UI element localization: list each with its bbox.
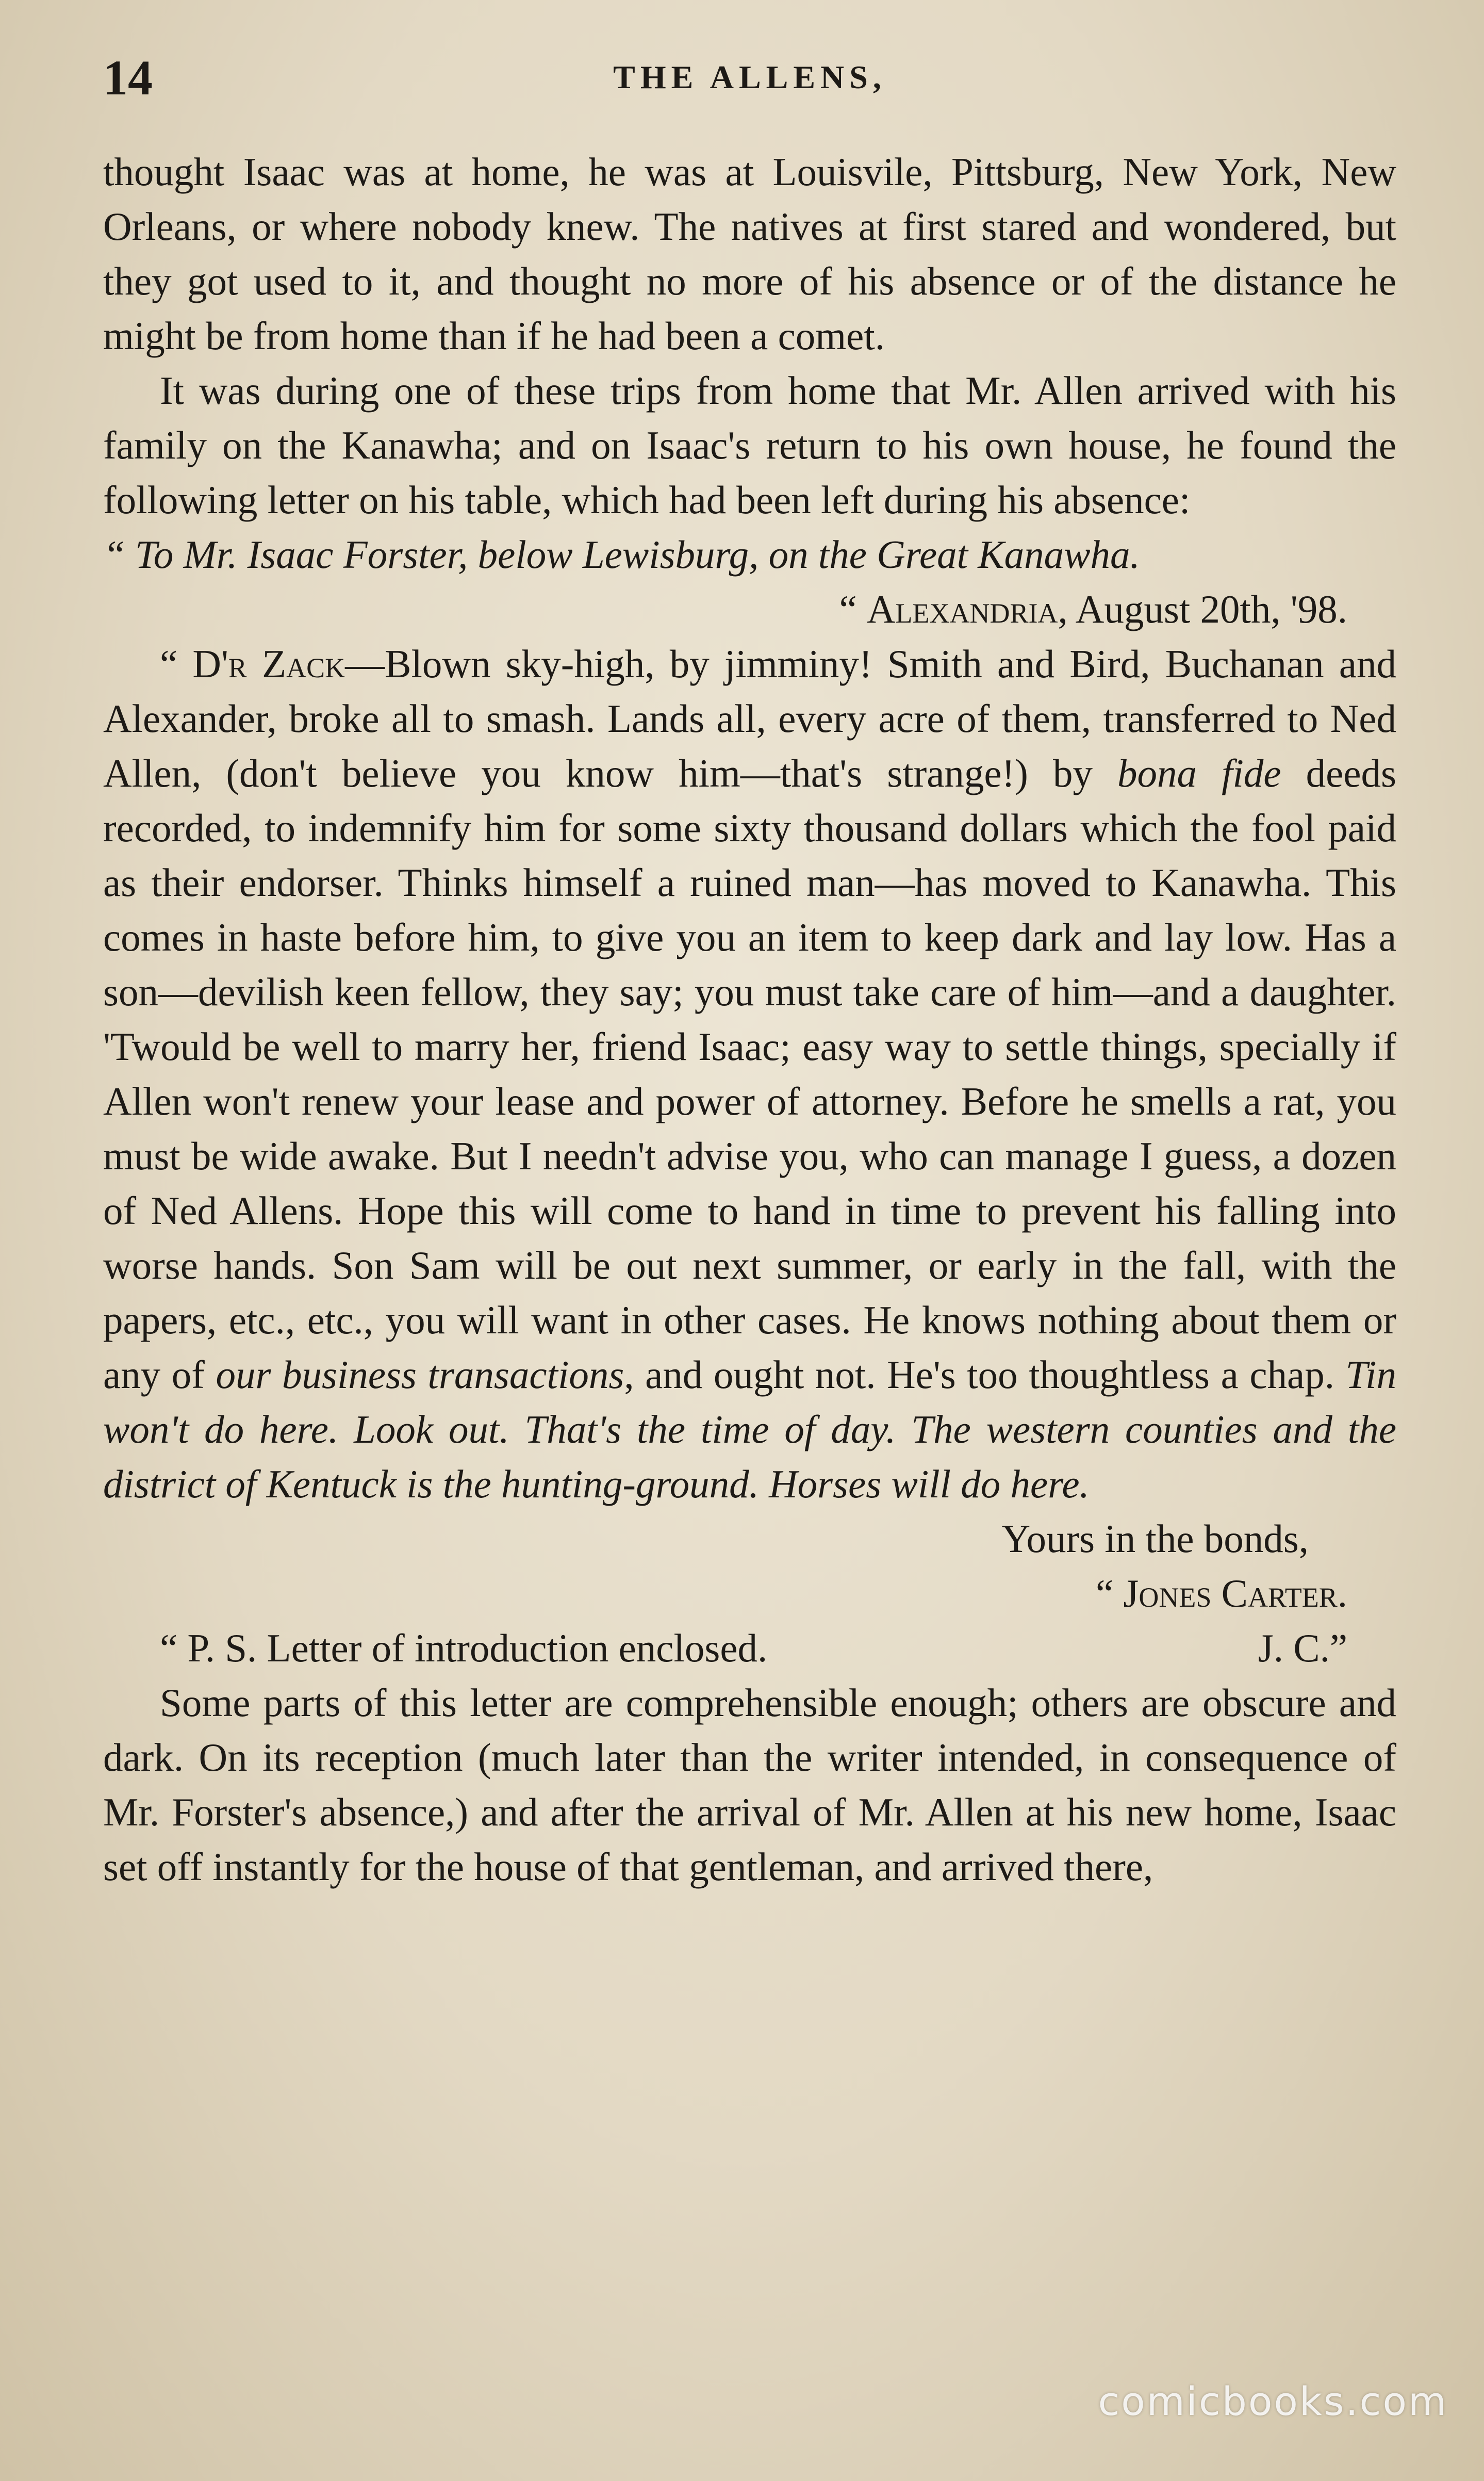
letter-italic-warning: Tin won't do here. Look out. That's the time of day. The western counties and the district of Kentuck is the hunting-ground. Horses will do here. (103, 1352, 1396, 1506)
signature-name: Jones Carter. (1123, 1571, 1347, 1615)
letter-bona-fide: bona fide (1117, 751, 1281, 795)
letter-closing: Yours in the bonds, (1001, 1516, 1309, 1561)
letter-salutation: D'r Zack (192, 642, 345, 686)
running-head: THE ALLENS, (613, 59, 886, 95)
watermark: comicbooks.com (1098, 2378, 1448, 2424)
address-quote: “ (103, 532, 136, 577)
paragraph-final: Some parts of this letter are comprehensible enough; others are obscure and dark. On its reception (much later than the writer intended, in consequence of Mr. Forster's absence,) and after the arrival of Mr. Allen at his new home, Isaac set off instantly for the house of that gentleman, and arrived there, (103, 1680, 1396, 1889)
letter-text-a: —Blown sky-high, by jimminy! Smith and Bird, Buchanan and Alexander, broke all to smash. Lands all, every acre of them, transferred to Ned Allen, (don't believe you know him—that's strange!) by (103, 642, 1396, 795)
postscript-initials: J. C.” (1258, 1626, 1347, 1670)
letter-text-b: deeds recorded, to indemnify him for some sixty thousand dollars which the fool paid as their endorser. Thinks himself a ruined man—has moved to Kanawha. This comes in haste before him, to give you an item to keep dark and lay low. Has a son—devilish keen fellow, they say; you must take care of him—and a daughter. 'Twould be well to marry her, friend Isaac; easy way to settle things, specially if Allen won't renew your lease and power of attorney. Before he smells a rat, you must be wide awake. But I needn't advise you, who can manage I guess, a dozen of Ned Allens. Hope this will come to hand in time to prevent his falling into worse hands. Son Sam will be out next summer, or early in the fall, with the papers, etc., etc., you will want in other cases. He knows nothing about them or any of (103, 751, 1396, 1397)
signature-quote: “ (1095, 1571, 1124, 1615)
letter-postscript (103, 1621, 1396, 1675)
page-number: 14 (103, 50, 153, 105)
paragraph-letter-intro: It was during one of these trips from home that Mr. Allen arrived with his family on the Kanawha; and on Isaac's return to his own house, he found the following letter on his table, which had been left during his absence: (103, 368, 1396, 522)
letter-text-c: , and ought not. He's too thoughtless a chap. (624, 1352, 1346, 1397)
address-text: To Mr. Isaac Forster, below Lewisburg, on the Great Kanawha. (135, 532, 1140, 577)
letter-body (103, 636, 1396, 1511)
body-text (103, 144, 1396, 1894)
dateline-quote: “ (839, 587, 867, 631)
postscript-text: “ P. S. Letter of introduction enclosed. (160, 1626, 768, 1670)
letter-signature (103, 1566, 1396, 1621)
dateline-date: , August 20th, '98. (1058, 587, 1347, 631)
letter-italic-business: our business transactions (216, 1352, 624, 1397)
letter-dateline (103, 582, 1396, 636)
dateline-city: Alexandria (866, 587, 1058, 631)
letter-address (103, 527, 1396, 582)
paragraph-continuation: thought Isaac was at home, he was at Louisvile, Pittsburg, New York, New Orleans, or where nobody knew. The natives at first stared and wondered, but they got used to it, and thought no more of his absence or of the distance he might be from home than if he had been a comet. (103, 150, 1396, 358)
letter-quote: “ (160, 642, 193, 686)
page-header (103, 46, 1396, 108)
